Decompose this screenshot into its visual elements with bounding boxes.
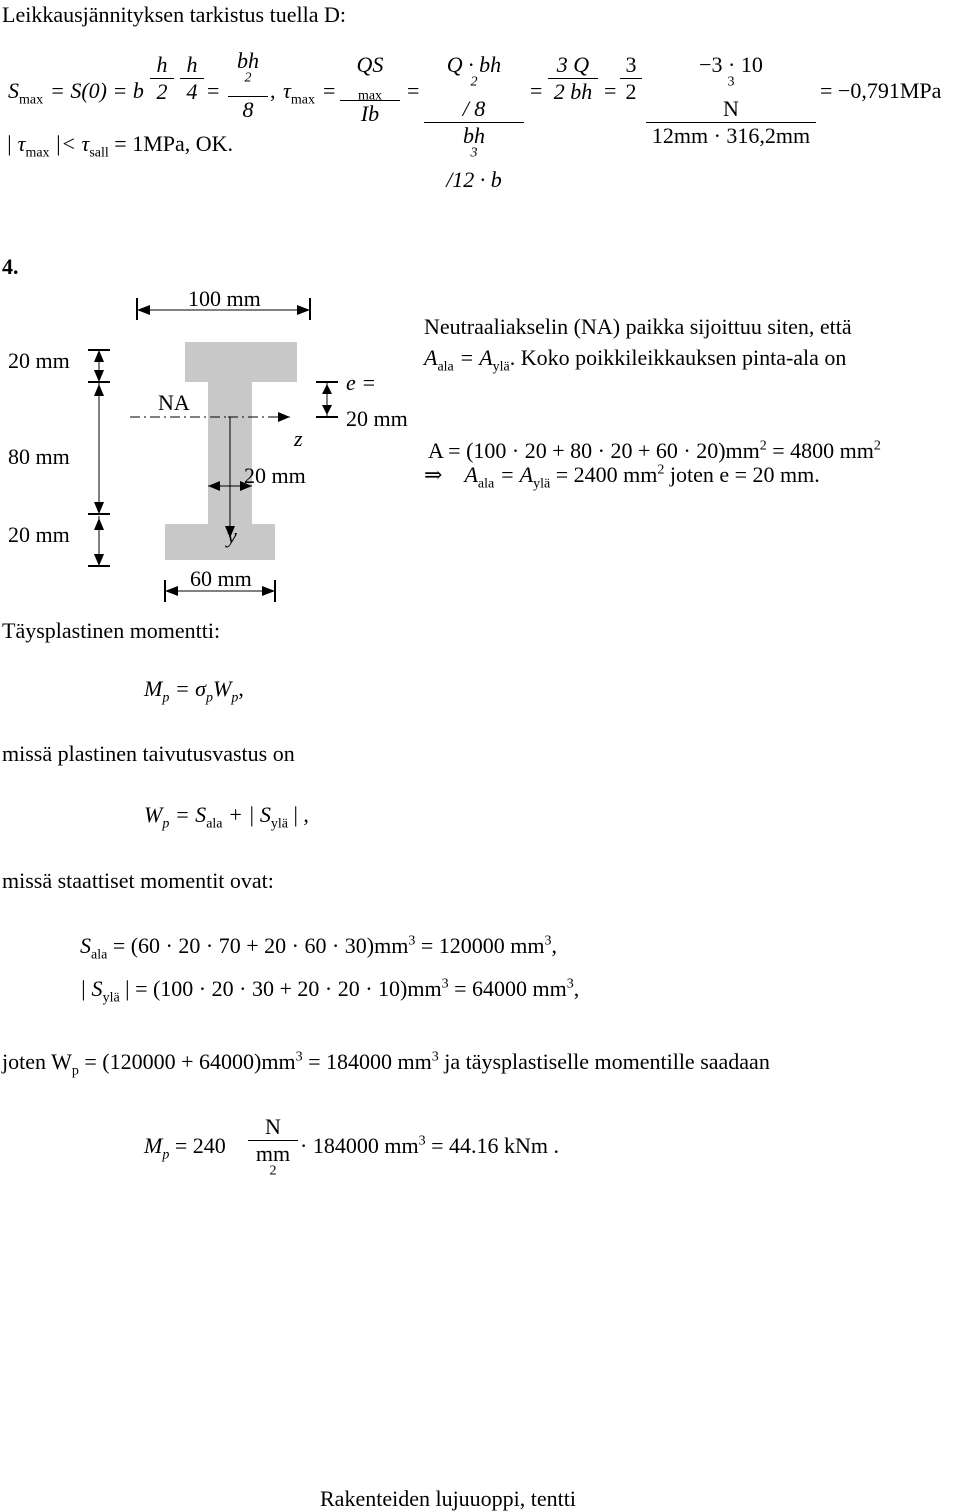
- mp-equation: $M_p = \sigma_pW_p$,: [144, 676, 244, 706]
- plastic-text-2: missä plastinen taivutusvastus on: [2, 741, 295, 766]
- s-ala-equation: $S_{ala} = (60 \cdot 20 \cdot 70 + 20 \cdot 60 \cdot 30)mm^3 = 120000$ $mm^3$,: [80, 933, 557, 963]
- dim-web-label: 80 mm: [8, 444, 70, 469]
- plastic-text-3: missä staattiset momentit ovat:: [2, 868, 274, 893]
- na-description: Neutraaliakselin (NA) paikka sijoittuu siten, että: [424, 314, 852, 339]
- dim-flange-top-label: 20 mm: [8, 348, 70, 373]
- area-equality: $A_{ala} = A_{ylä}$. Koko poikkileikkauksen pinta-ala on: [424, 345, 847, 375]
- page-footer: Rakenteiden lujuuoppi, tentti: [320, 1486, 577, 1511]
- dim-web-width-label: 20 mm: [244, 463, 306, 488]
- y-axis-label: y: [227, 523, 237, 548]
- dim-bottom-width-label: 60 mm: [190, 566, 252, 591]
- dim-top-label: 100 mm: [188, 286, 261, 311]
- wp-result-line: joten $W_p = (120000 + 64000)mm^3 = 184000$ $mm^3$ ja täysplastiselle momentille saadaan: [2, 1049, 770, 1079]
- total-area-equation: $A = (100 \cdot 20 + 80 \cdot 20 + 60 \cdot 20)mm^2 = 4800$ $mm^2$: [428, 438, 881, 463]
- s-yla-equation: | $S_{ylä}$ | = $(100 \cdot 20 \cdot 30 + 20 \cdot 20 \cdot 10)mm^3 = 64000$ $mm^3$,: [80, 976, 580, 1006]
- section-heading: Leikkausjännityksen tarkistus tuella D:: [2, 2, 346, 27]
- area-result-equation: ⇒ $A_{ala} = A_{ylä} = 2400$ $mm^2$ joten e = 20 mm.: [424, 462, 820, 492]
- dim-flange-bottom-label: 20 mm: [8, 522, 70, 547]
- problem-number: 4.: [2, 254, 19, 279]
- z-axis-label: z: [294, 426, 303, 451]
- na-label: NA: [158, 390, 190, 415]
- e-label: e =: [346, 370, 377, 395]
- wp-equation: $W_p = S_{ala}$ + | $S_{ylä}$ | ,: [144, 802, 309, 832]
- e-value-label: 20 mm: [346, 406, 408, 431]
- plastic-heading: Täysplastinen momentti:: [2, 618, 221, 643]
- stress-check-equation: | $\tau_{max}$ |< $\tau_{sall} = 1MPa$, OK.: [6, 131, 234, 161]
